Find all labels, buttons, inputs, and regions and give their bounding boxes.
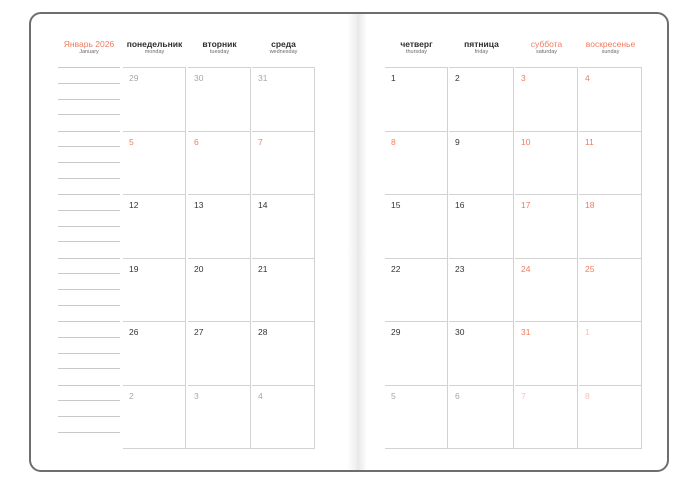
- day-cell[interactable]: [449, 67, 514, 131]
- month-header: [58, 39, 120, 56]
- day-number: 19: [129, 263, 139, 274]
- month-subtitle: January: [79, 49, 99, 55]
- day-cell[interactable]: [515, 385, 578, 449]
- day-number: 8: [585, 390, 590, 401]
- notes-line: [58, 131, 120, 132]
- day-cell[interactable]: [252, 194, 315, 258]
- day-cell[interactable]: [515, 67, 578, 131]
- weekday-label: понедельник: [126, 39, 183, 49]
- day-number: 6: [194, 136, 199, 147]
- day-number: 12: [129, 200, 139, 210]
- day-cell[interactable]: [579, 258, 642, 322]
- day-cell[interactable]: [579, 385, 642, 449]
- day-number: 1: [391, 73, 396, 83]
- day-cell[interactable]: [252, 385, 315, 449]
- day-number: 27: [194, 327, 204, 337]
- weekday-label: пятница: [464, 39, 499, 49]
- notes-line: [58, 416, 120, 417]
- day-number: 2: [455, 73, 460, 83]
- notes-line: [58, 353, 120, 354]
- day-number: 26: [129, 327, 139, 337]
- notes-line: [58, 337, 120, 338]
- day-cell[interactable]: [123, 67, 186, 131]
- day-number: 20: [194, 263, 204, 274]
- weekday-label: среда: [271, 39, 296, 49]
- day-number: 17: [521, 200, 531, 210]
- day-number: 28: [258, 327, 268, 337]
- weekday-label: четверг: [400, 39, 433, 49]
- day-number: 5: [391, 390, 396, 401]
- notes-line: [58, 83, 120, 84]
- notes-line: [58, 210, 120, 211]
- notes-line: [58, 67, 120, 68]
- day-number: 2: [129, 390, 134, 401]
- day-cell[interactable]: [449, 385, 514, 449]
- notes-line: [58, 99, 120, 100]
- day-number: 29: [391, 327, 401, 337]
- day-number: 25: [585, 263, 595, 274]
- day-cell[interactable]: [252, 258, 315, 322]
- notes-line: [58, 194, 120, 195]
- day-cell[interactable]: [188, 194, 251, 258]
- day-number: 9: [455, 136, 460, 147]
- day-number: 30: [455, 327, 465, 337]
- day-number: 1: [585, 327, 590, 337]
- day-number: 10: [521, 136, 531, 147]
- weekday-sublabel: sunday: [601, 49, 620, 55]
- day-number: 6: [455, 390, 460, 401]
- weekday-sublabel: thursday: [405, 49, 428, 55]
- notes-line: [58, 289, 120, 290]
- day-number: 22: [391, 263, 401, 274]
- weekday-label: суббота: [530, 39, 563, 49]
- day-number: 3: [521, 73, 526, 83]
- day-number: 5: [129, 136, 134, 147]
- weekday-sublabel: monday: [144, 49, 165, 55]
- day-cell[interactable]: [515, 321, 578, 385]
- planner-spread: [29, 12, 669, 472]
- weekday-header-wednesday: [252, 39, 315, 56]
- day-number: 24: [521, 263, 531, 274]
- notes-line: [58, 226, 120, 227]
- day-cell[interactable]: [449, 131, 514, 195]
- day-cell[interactable]: [123, 321, 186, 385]
- grid-bottom-line: [385, 448, 642, 449]
- notes-line: [58, 321, 120, 322]
- day-number: 14: [258, 200, 268, 210]
- day-number: 7: [258, 136, 263, 147]
- notes-line: [58, 114, 120, 115]
- notes-line: [58, 258, 120, 259]
- notes-line: [58, 432, 120, 433]
- notes-line: [58, 400, 120, 401]
- notes-line: [58, 305, 120, 306]
- day-cell[interactable]: [188, 67, 251, 131]
- weekday-header-tuesday: [188, 39, 251, 56]
- day-number: 23: [455, 263, 465, 274]
- notes-line: [58, 385, 120, 386]
- day-number: 8: [391, 136, 396, 147]
- day-number: 18: [585, 200, 595, 210]
- day-cell[interactable]: [385, 258, 448, 322]
- weekday-header-monday: [123, 39, 186, 56]
- weekday-sublabel: saturday: [535, 49, 558, 55]
- day-cell[interactable]: [579, 194, 642, 258]
- day-number: 3: [194, 390, 199, 401]
- notes-line: [58, 146, 120, 147]
- day-cell[interactable]: [123, 194, 186, 258]
- day-number: 11: [585, 136, 594, 147]
- day-cell[interactable]: [252, 321, 315, 385]
- notes-line: [58, 241, 120, 242]
- day-cell[interactable]: [515, 258, 578, 322]
- day-cell[interactable]: [579, 67, 642, 131]
- day-number: 30: [194, 73, 204, 83]
- day-cell[interactable]: [123, 385, 186, 449]
- day-number: 21: [258, 263, 268, 274]
- day-number: 31: [258, 73, 268, 83]
- day-cell[interactable]: [252, 131, 315, 195]
- day-cell[interactable]: [188, 385, 251, 449]
- notes-line: [58, 162, 120, 163]
- day-cell[interactable]: [449, 194, 514, 258]
- day-number: 16: [455, 200, 465, 210]
- day-number: 4: [258, 390, 263, 401]
- day-cell[interactable]: [449, 321, 514, 385]
- day-cell[interactable]: [515, 194, 578, 258]
- weekday-header-friday: [449, 39, 514, 56]
- day-cell[interactable]: [515, 131, 578, 195]
- day-cell[interactable]: [188, 258, 251, 322]
- book-spine: [347, 14, 367, 470]
- day-number: 15: [391, 200, 401, 210]
- day-cell[interactable]: [385, 321, 448, 385]
- day-number: 29: [129, 73, 139, 83]
- day-number: 13: [194, 200, 204, 210]
- day-cell[interactable]: [449, 258, 514, 322]
- month-title: Январь 2026: [63, 39, 115, 49]
- weekday-header-thursday: [385, 39, 448, 56]
- day-number: 7: [521, 390, 526, 401]
- weekday-header-sunday: [579, 39, 642, 56]
- day-cell[interactable]: [579, 131, 642, 195]
- day-number: 31: [521, 327, 531, 337]
- weekday-label: воскресенье: [585, 39, 636, 49]
- day-cell[interactable]: [385, 385, 448, 449]
- notes-line: [58, 273, 120, 274]
- day-cell[interactable]: [123, 131, 186, 195]
- notes-line: [58, 368, 120, 369]
- day-cell[interactable]: [579, 321, 642, 385]
- day-cell[interactable]: [385, 67, 448, 131]
- day-cell[interactable]: [252, 67, 315, 131]
- weekday-sublabel: tuesday: [209, 49, 230, 55]
- day-cell[interactable]: [188, 131, 251, 195]
- day-cell[interactable]: [123, 258, 186, 322]
- day-cell[interactable]: [385, 131, 448, 195]
- day-cell[interactable]: [188, 321, 251, 385]
- day-number: 4: [585, 73, 590, 83]
- notes-line: [58, 178, 120, 179]
- grid-bottom-line: [123, 448, 315, 449]
- weekday-header-saturday: [515, 39, 578, 56]
- weekday-label: вторник: [202, 39, 237, 49]
- weekday-sublabel: friday: [474, 49, 489, 55]
- weekday-sublabel: wednesday: [269, 49, 298, 55]
- day-cell[interactable]: [385, 194, 448, 258]
